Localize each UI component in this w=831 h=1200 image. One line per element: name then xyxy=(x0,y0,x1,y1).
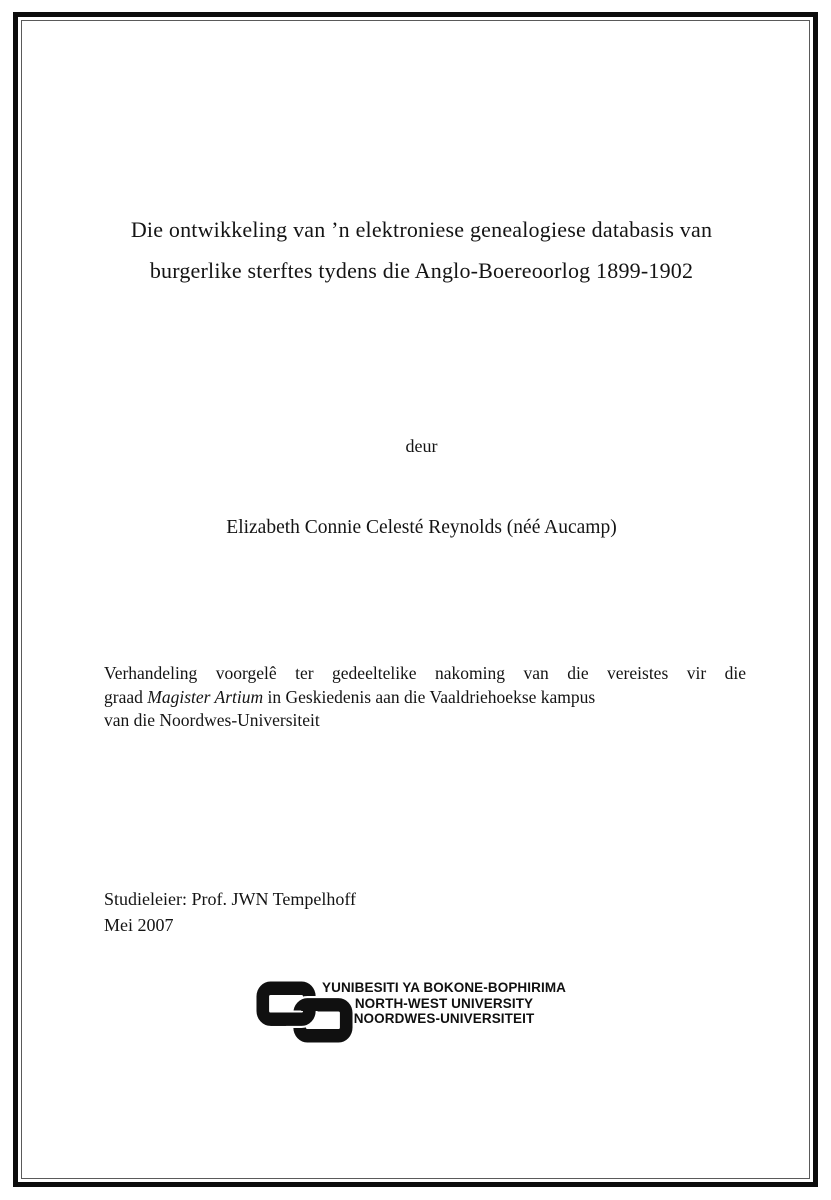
statement-line-1: Verhandeling voorgelê ter gedeeltelike nakoming van die vereistes vir die xyxy=(104,663,746,683)
university-logo xyxy=(256,978,586,1048)
wordmark-line-setswana: YUNIBESITI YA BOKONE-BOPHIRIMA xyxy=(321,980,567,995)
date-line: Mei 2007 xyxy=(104,915,174,935)
thesis-title-line-2: burgerlike sterftes tydens die Anglo-Boereoorlog 1899-1902 xyxy=(149,258,694,283)
university-wordmark xyxy=(316,980,572,1027)
wordmark-line-english: NORTH-WEST UNIVERSITY xyxy=(354,995,534,1011)
author-name: Elizabeth Connie Celesté Reynolds (néé Aucamp) xyxy=(226,517,617,538)
statement-line-2-pre: graad xyxy=(104,686,148,707)
byline: deur xyxy=(405,436,438,456)
supervisor-block xyxy=(104,886,356,938)
degree-name: Magister Artium xyxy=(147,686,264,707)
statement-line-3: van die Noordwes-Universiteit xyxy=(104,710,320,730)
thesis-title-line-1: Die ontwikkeling van ’n elektroniese genealogiese databasis van xyxy=(130,217,713,242)
supervisor-line: Studieleier: Prof. JWN Tempelhoff xyxy=(104,889,357,909)
wordmark-line-afrikaans: NOORDWES-UNIVERSITEIT xyxy=(353,1011,535,1026)
statement-line-2 xyxy=(104,686,746,710)
statement-line-2-post: in Geskiedenis aan die Vaaldriehoekse kampus xyxy=(263,686,596,707)
thesis-title xyxy=(12,209,831,291)
thesis-statement xyxy=(104,662,746,733)
